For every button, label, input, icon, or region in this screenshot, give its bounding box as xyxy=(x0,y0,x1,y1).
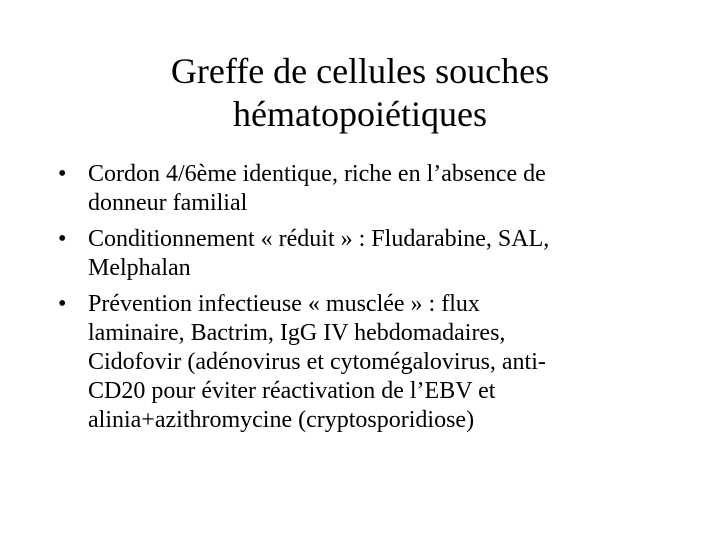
bullet-text-line: Conditionnement « réduit » : Fludarabine, SAL, xyxy=(88,226,550,252)
slide-title-line-2: hématopoiétiques xyxy=(233,94,487,134)
bullet-item-cordon xyxy=(54,160,664,218)
bullet-text-line: donneur familial xyxy=(88,190,248,216)
bullet-icon: • xyxy=(58,161,67,187)
bullet-text-line: Prévention infectieuse « musclée » : flux xyxy=(88,291,480,317)
bullet-text-line: Cidofovir (adénovirus et cytomégalovirus, anti- xyxy=(88,349,546,375)
slide-title xyxy=(60,50,660,136)
bullet-text-line: laminaire, Bactrim, IgG IV hebdomadaires, xyxy=(88,320,506,346)
bullet-item-conditionnement xyxy=(54,225,664,283)
bullet-text-line: CD20 pour éviter réactivation de l’EBV et xyxy=(88,378,496,404)
bullet-text-line: alinia+azithromycine (cryptosporidiose) xyxy=(88,407,475,433)
bullet-list xyxy=(54,160,664,442)
bullet-icon: • xyxy=(58,226,67,252)
bullet-text-line: Melphalan xyxy=(88,255,191,281)
slide-title-line-1: Greffe de cellules souches xyxy=(170,51,550,91)
bullet-text-line: Cordon 4/6ème identique, riche en l’absence de xyxy=(88,161,546,187)
bullet-icon: • xyxy=(58,291,67,317)
bullet-item-prevention xyxy=(54,290,664,435)
